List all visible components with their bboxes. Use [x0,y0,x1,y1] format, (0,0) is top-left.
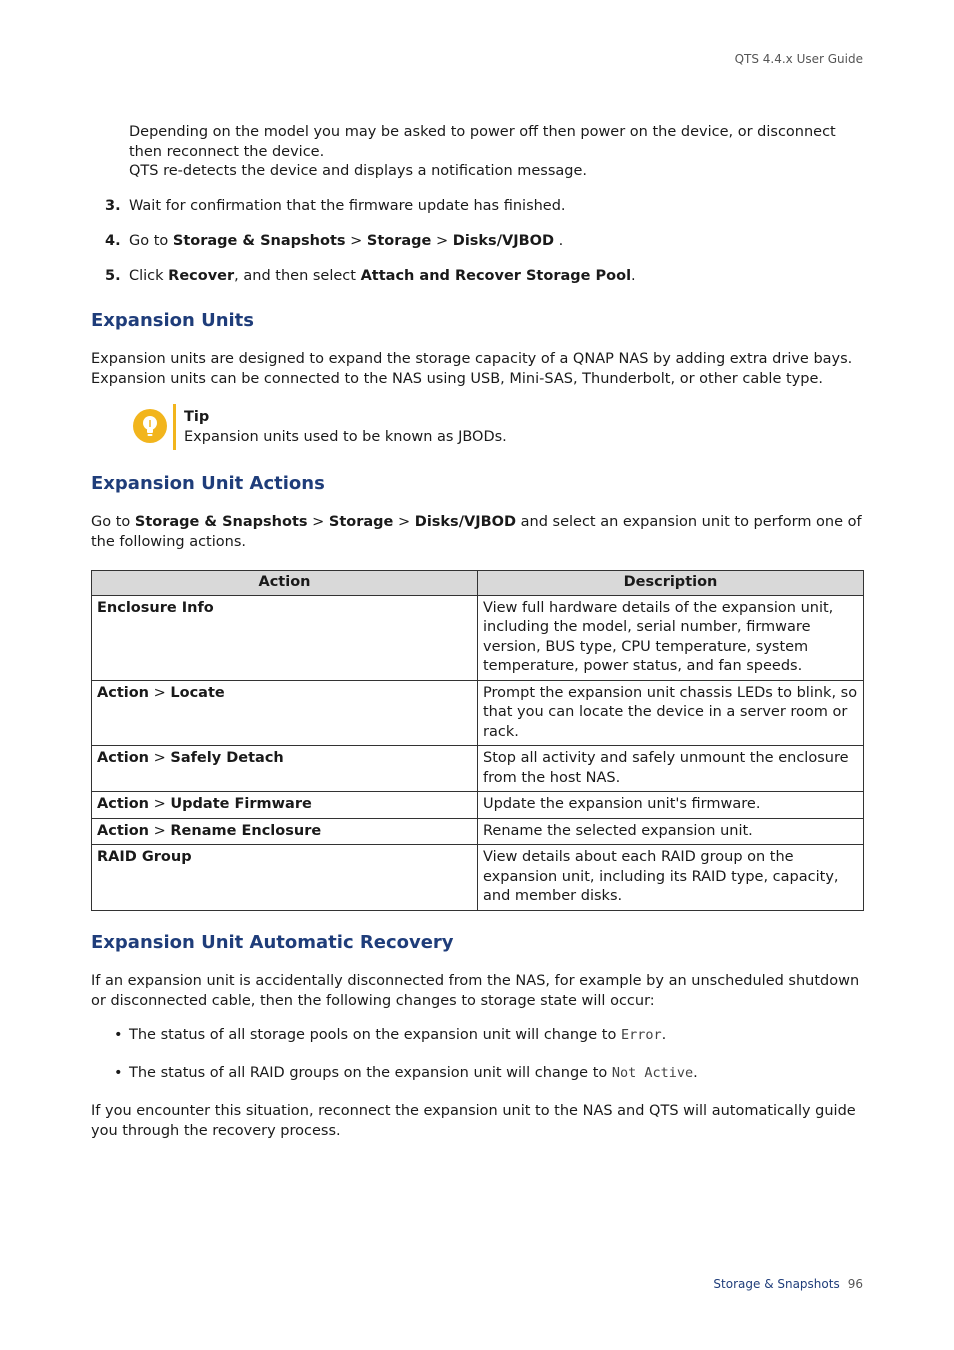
status-code: Error [620,1027,662,1043]
menu-path-item: Storage [366,233,432,249]
description-cell: View full hardware details of the expansion unit, including the model, serial number, firmware version, BUS type, CPU temperature, system temperature, power status, and fan speeds. [478,595,864,680]
recovery-intro: If an expansion unit is accidentally disconnected from the NAS, for example by an unscheduled shutdown or disconnected cable, then the following changes to storage state will occur: [91,973,860,1009]
intro-text: and select an expansion unit to perform one of the following actions. [91,514,862,550]
table-row [92,680,864,746]
path-separator: > [345,233,367,249]
section-heading-automatic-recovery: Expansion Unit Automatic Recovery [91,932,454,953]
ui-label: Recover [168,268,235,284]
step-text: , and then select [234,268,361,284]
step-text: . [554,233,564,249]
action-name: Enclosure Info [97,599,214,616]
table-row [92,792,864,819]
lightbulb-icon [133,409,167,443]
action-subname: Rename Enclosure [170,822,322,839]
actions-intro [91,513,866,552]
step-text: Click [129,268,169,284]
path-separator: > [393,514,415,530]
step-number: 4. [105,233,121,249]
description-cell: View details about each RAID group on the expansion unit, including its RAID type, capacity, and member disks. [478,845,864,911]
action-subname: Safely Detach [170,750,284,766]
description-cell: Prompt the expansion unit chassis LEDs to blink, so that you can locate the device in a server room or rack. [478,680,864,746]
step-text: . [631,268,636,284]
path-separator: > [431,233,453,249]
table-header-row [92,571,864,596]
intro-text: Go to [91,514,135,530]
step-4 [105,232,864,252]
step-5 [105,267,864,287]
action-cell [92,746,478,792]
action-name: Action [97,796,150,812]
menu-path-item: Storage & Snapshots [134,514,308,530]
column-header-action: Action [92,571,478,596]
step-continuation [129,123,864,182]
continuation-text-1: Depending on the model you may be asked to power off then power on the device, or disconnect then reconnect the device. [129,124,836,160]
action-name: Action [97,822,150,839]
path-separator: > [149,684,171,701]
section-heading-expansion-unit-actions: Expansion Unit Actions [91,473,325,494]
action-cell [92,818,478,845]
list-item [114,1026,864,1046]
page-number: 96 [847,1277,863,1291]
menu-path-item: Disks/VJBOD [452,233,555,249]
list-item [114,1064,864,1084]
step-number: 3. [105,198,121,214]
menu-path-item: Storage [328,514,394,530]
action-cell [92,792,478,819]
action-subname: Locate [170,684,225,701]
table-row [92,595,864,680]
footer-section: Storage & Snapshots [713,1277,840,1291]
table-row [92,818,864,845]
continuation-text-2: QTS re-detects the device and displays a notification message. [129,163,588,179]
tip-accent-bar [173,404,176,450]
list-item-text: . [661,1027,667,1043]
path-separator: > [307,514,329,530]
step-text: Go to [129,233,173,249]
recovery-closing: If you encounter this situation, reconnect the expansion unit to the NAS and QTS will automatically guide you through the recovery process. [91,1103,856,1139]
description-cell: Rename the selected expansion unit. [478,818,864,845]
step-3 [105,197,864,217]
action-name: Action [97,750,150,766]
bullet-dot: • [114,1027,123,1043]
path-separator: > [149,796,171,812]
page-footer [713,1275,863,1295]
list-item-text: . [693,1065,698,1081]
tip-box [184,408,507,447]
tip-text: Expansion units used to be known as JBODs. [184,428,507,445]
bullet-dot: • [114,1065,123,1081]
section-heading-expansion-units: Expansion Units [91,310,255,331]
action-name: Action [97,684,150,701]
description-cell: Update the expansion unit's firmware. [478,792,864,819]
page-header: QTS 4.4.x User Guide [734,52,863,66]
menu-path-item: Disks/VJBOD [414,514,517,530]
table-row [92,845,864,911]
list-item-text: The status of all storage pools on the expansion unit will change to [129,1027,621,1043]
menu-path-item: Storage & Snapshots [172,233,346,249]
status-code: Not Active [611,1065,694,1081]
list-item-text: The status of all RAID groups on the expansion unit will change to [129,1065,612,1081]
action-cell [92,680,478,746]
description-cell: Stop all activity and safely unmount the enclosure from the host NAS. [478,746,864,792]
table-row [92,746,864,792]
action-cell [92,845,478,911]
action-cell [92,595,478,680]
step-number: 5. [105,268,121,284]
step-text: Wait for confirmation that the firmware update has finished. [129,198,566,214]
action-name: RAID Group [97,849,192,865]
actions-table [91,570,864,911]
action-subname: Update Firmware [170,796,312,812]
column-header-description: Description [478,571,864,596]
tip-label: Tip [184,409,210,425]
ui-label: Attach and Recover Storage Pool [360,268,632,284]
path-separator: > [149,750,171,766]
path-separator: > [149,822,171,839]
expansion-units-body: Expansion units are designed to expand the storage capacity of a QNAP NAS by adding extra drive bays. Expansion units can be connected to the NAS using USB, Mini-SAS, Thunderbolt, or other cable type. [91,351,853,387]
